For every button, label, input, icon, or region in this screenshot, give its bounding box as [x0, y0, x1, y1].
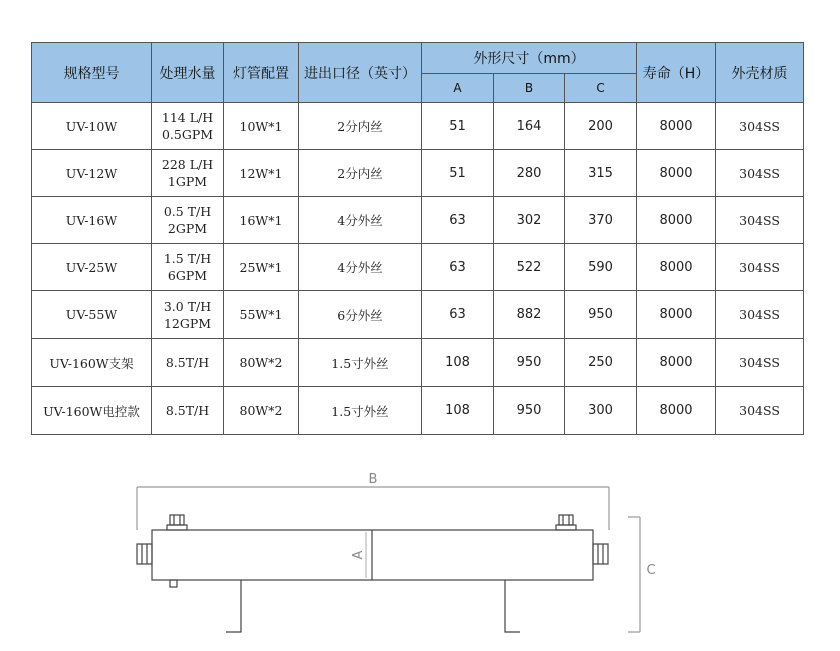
cell-port: 4分外丝 — [299, 244, 422, 291]
left-top-port-base — [167, 525, 187, 530]
table-row — [32, 244, 804, 291]
cell-life: 8000 — [637, 387, 716, 435]
cell-flow — [152, 150, 224, 197]
cell-flow — [152, 339, 224, 387]
flow-rate-line: 228 L/H — [161, 157, 214, 172]
cell-material: 304SS — [716, 291, 804, 339]
cell-port: 1.5寸外丝 — [299, 339, 422, 387]
header-material: 外壳材质 — [716, 43, 804, 103]
header-dim-a: A — [422, 74, 494, 103]
cell-flow — [152, 387, 224, 435]
cell-lamp: 10W*1 — [224, 103, 299, 150]
cell-dim-b: 522 — [494, 244, 565, 291]
cell-port: 2分内丝 — [299, 150, 422, 197]
flow-rate-line: 0.5 T/H — [163, 204, 212, 219]
flow-gpm-line: 2GPM — [167, 221, 208, 236]
flow-gpm-line: 6GPM — [167, 268, 208, 283]
header-life: 寿命（H） — [637, 43, 716, 103]
cell-dim-b: 882 — [494, 291, 565, 339]
table-row — [32, 339, 804, 387]
cell-lamp: 16W*1 — [224, 197, 299, 244]
cell-dim-a: 108 — [422, 339, 494, 387]
right-support-leg — [505, 580, 520, 632]
header-dimensions: 外形尺寸（mm） — [422, 43, 637, 74]
cell-dim-a: 108 — [422, 387, 494, 435]
cell-dim-a: 63 — [422, 291, 494, 339]
flow-gpm-line: 12GPM — [163, 315, 212, 331]
table-row — [32, 103, 804, 150]
cell-lamp: 80W*2 — [224, 387, 299, 435]
cell-life: 8000 — [637, 197, 716, 244]
cell-dim-c: 200 — [565, 103, 637, 150]
cell-model: UV-10W — [32, 103, 152, 150]
cell-material: 304SS — [716, 387, 804, 435]
cell-lamp: 12W*1 — [224, 150, 299, 197]
dimension-label-a: A — [351, 550, 366, 560]
cell-dim-b: 164 — [494, 103, 565, 150]
right-end-port — [593, 544, 608, 564]
cell-dim-a: 51 — [422, 150, 494, 197]
cell-model: UV-16W — [32, 197, 152, 244]
cell-dim-c: 250 — [565, 339, 637, 387]
table-row — [32, 387, 804, 435]
cell-dim-a: 63 — [422, 244, 494, 291]
table-row — [32, 291, 804, 339]
cell-flow — [152, 291, 224, 339]
cell-dim-c: 950 — [565, 291, 637, 339]
cell-model: UV-160W电控款 — [32, 387, 152, 435]
left-top-port — [170, 515, 184, 525]
table-row — [32, 197, 804, 244]
cell-dim-b: 302 — [494, 197, 565, 244]
left-end-port — [137, 544, 152, 564]
cell-model: UV-12W — [32, 150, 152, 197]
spec-table — [31, 42, 804, 435]
cell-model: UV-25W — [32, 244, 152, 291]
header-port: 进出口径（英寸） — [299, 43, 422, 103]
right-top-port-base — [556, 525, 576, 530]
cell-lamp: 55W*1 — [224, 291, 299, 339]
cell-port: 4分外丝 — [299, 197, 422, 244]
cell-life: 8000 — [637, 244, 716, 291]
cell-life: 8000 — [637, 150, 716, 197]
cell-dim-b: 950 — [494, 339, 565, 387]
header-flow: 处理水量 — [152, 43, 224, 103]
cell-lamp: 25W*1 — [224, 244, 299, 291]
flow-gpm-line: 1GPM — [167, 174, 208, 189]
cell-dim-c: 300 — [565, 387, 637, 435]
header-model: 规格型号 — [32, 43, 152, 103]
header-dim-c: C — [565, 74, 637, 103]
header-lamp: 灯管配置 — [224, 43, 299, 103]
cell-material: 304SS — [716, 339, 804, 387]
dimension-label-c: C — [646, 563, 656, 578]
flow-rate-line: 8.5T/H — [165, 355, 210, 370]
flow-rate-line: 1.5 T/H — [163, 251, 212, 266]
cell-material: 304SS — [716, 103, 804, 150]
cell-dim-b: 280 — [494, 150, 565, 197]
cell-port: 6分外丝 — [299, 291, 422, 339]
header-dim-b: B — [494, 74, 565, 103]
dimension-label-b: B — [368, 472, 378, 487]
cell-dim-c: 315 — [565, 150, 637, 197]
cell-dim-b: 950 — [494, 387, 565, 435]
cell-dim-c: 370 — [565, 197, 637, 244]
cell-life: 8000 — [637, 339, 716, 387]
flow-gpm-line: 0.5GPM — [161, 127, 214, 142]
drain-plug — [170, 580, 177, 587]
cell-model: UV-160W支架 — [32, 339, 152, 387]
cell-model: UV-55W — [32, 291, 152, 339]
cell-flow — [152, 197, 224, 244]
table-row — [32, 150, 804, 197]
cell-dim-a: 51 — [422, 103, 494, 150]
cell-dim-a: 63 — [422, 197, 494, 244]
left-support-leg — [226, 580, 241, 632]
cell-material: 304SS — [716, 244, 804, 291]
cell-material: 304SS — [716, 197, 804, 244]
cell-life: 8000 — [637, 291, 716, 339]
cell-port: 2分内丝 — [299, 103, 422, 150]
right-top-port — [559, 515, 573, 525]
cell-flow — [152, 103, 224, 150]
cell-lamp: 80W*2 — [224, 339, 299, 387]
cell-dim-c: 590 — [565, 244, 637, 291]
cell-material: 304SS — [716, 150, 804, 197]
dimension-diagram — [0, 470, 840, 651]
cell-flow — [152, 244, 224, 291]
flow-rate-line: 3.0 T/H — [163, 298, 212, 314]
flow-rate-line: 8.5T/H — [165, 403, 210, 418]
flow-rate-line: 114 L/H — [161, 110, 214, 125]
cell-port: 1.5寸外丝 — [299, 387, 422, 435]
cell-life: 8000 — [637, 103, 716, 150]
